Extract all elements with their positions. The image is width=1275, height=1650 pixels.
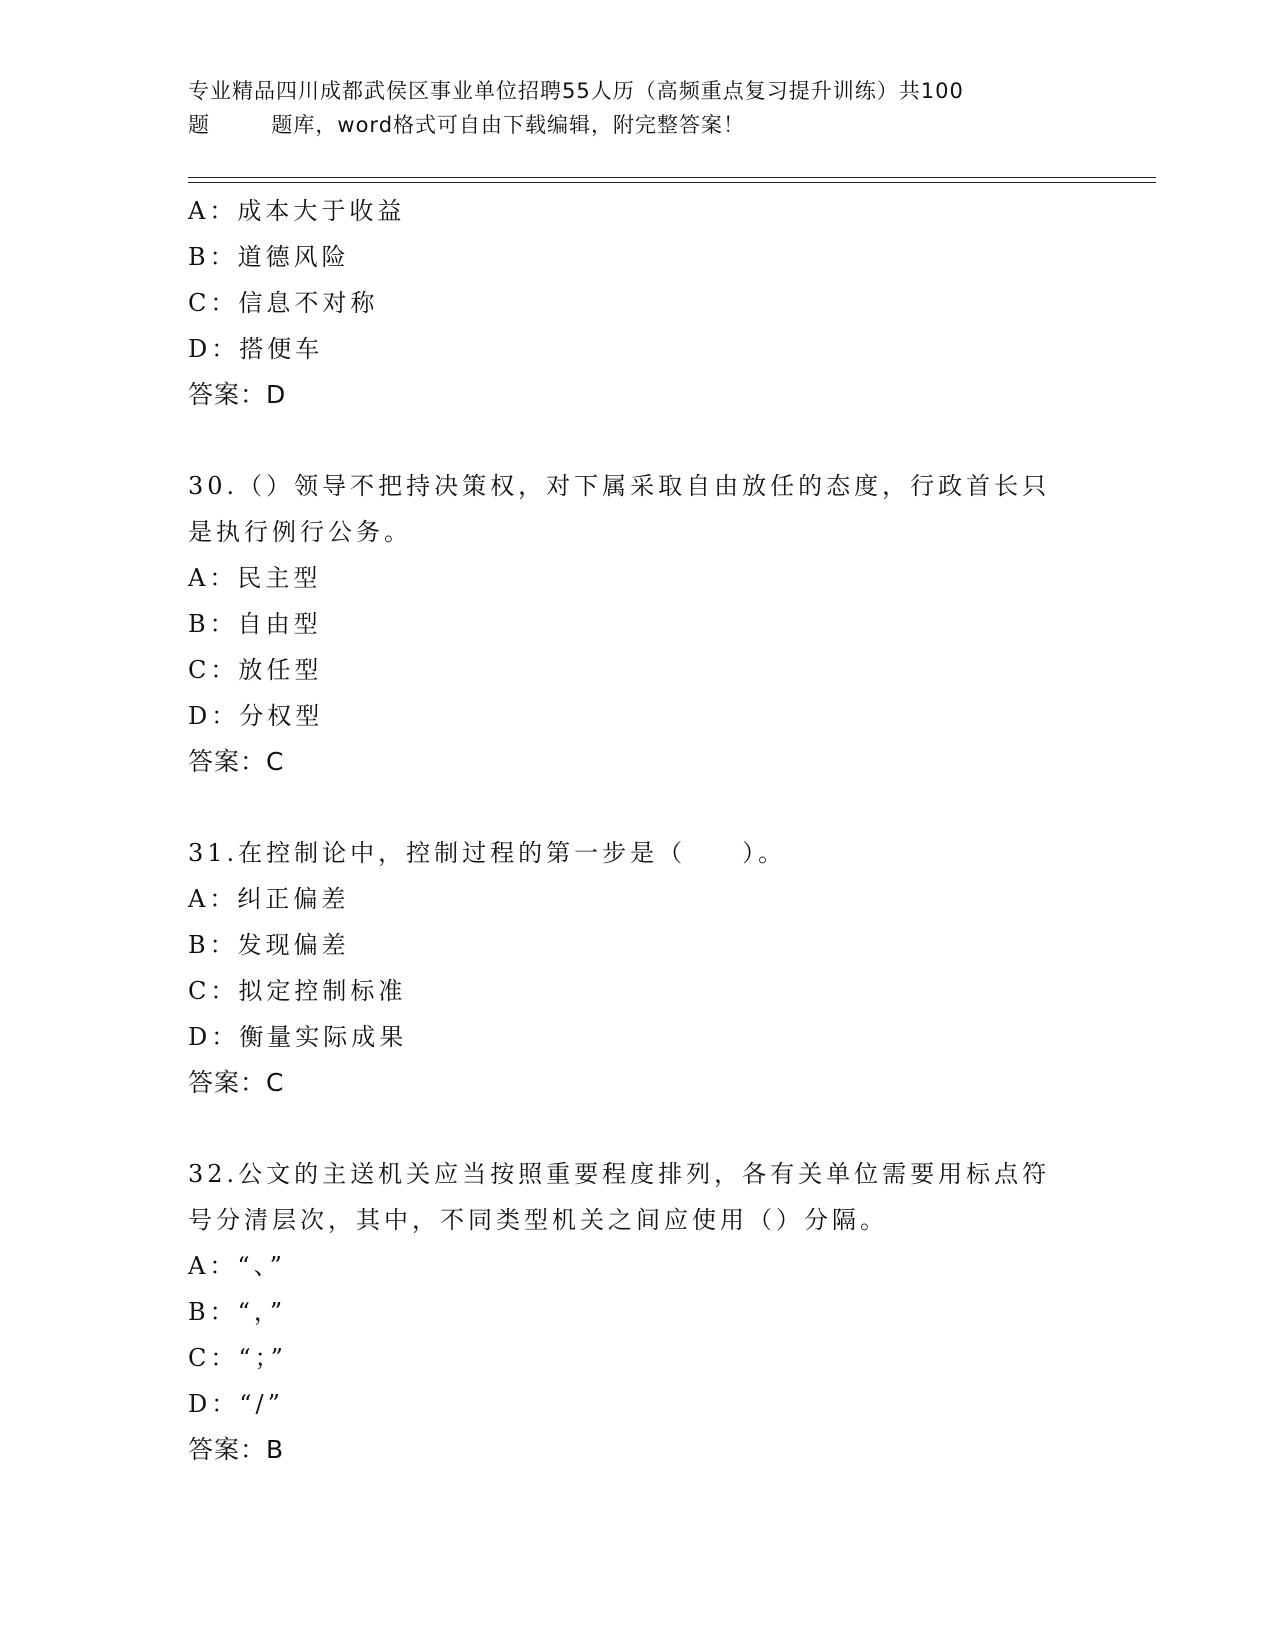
option-a: A：成本大于收益 (188, 197, 406, 225)
question-stem-line-2: 是执行例行公务。 (188, 518, 412, 546)
option-a: A：纠正偏差 (188, 885, 350, 913)
option-a: A：“、” (188, 1252, 286, 1280)
option-c: C：放任型 (188, 656, 323, 684)
answer-line: 答案：B (188, 1435, 285, 1464)
header-rule-top (188, 177, 1156, 178)
option-c: C：拟定控制标准 (188, 977, 407, 1005)
question-30 (188, 463, 1088, 785)
question-stem-line-1: 30.（）领导不把持决策权，对下属采取自由放任的态度，行政首长只 (188, 472, 1051, 500)
question-31 (188, 830, 1088, 1106)
option-a: A：民主型 (188, 564, 322, 592)
spacer (188, 785, 1088, 830)
option-c: C：“；” (188, 1344, 287, 1372)
option-d: D：衡量实际成果 (188, 1023, 408, 1051)
header-line-2: 题 题库，word格式可自由下载编辑，附完整答案！ (188, 113, 746, 137)
answer-line: 答案：C (188, 1068, 285, 1097)
option-b: B：发现偏差 (188, 931, 350, 959)
option-b: B：“，” (188, 1298, 287, 1326)
option-b: B：自由型 (188, 610, 322, 638)
option-c: C：信息不对称 (188, 289, 379, 317)
answer-line: 答案：D (188, 380, 287, 409)
option-b: B：道德风险 (188, 243, 350, 271)
document-header (188, 74, 1088, 142)
question-list (188, 188, 1088, 1473)
header-line-1: 专业精品四川成都武侯区事业单位招聘55人历（高频重点复习提升训练）共100 (188, 79, 964, 103)
question-32 (188, 1151, 1088, 1473)
spacer (188, 1106, 1088, 1151)
spacer (188, 418, 1088, 463)
header-rule-bottom (188, 182, 1156, 183)
option-d: D：分权型 (188, 702, 324, 730)
question-29 (188, 188, 1088, 418)
question-stem-line-1: 32.公文的主送机关应当按照重要程度排列，各有关单位需要用标点符 (188, 1160, 1051, 1188)
option-d: D：“/” (188, 1390, 284, 1418)
question-stem-line-2: 号分清层次，其中，不同类型机关之间应使用（）分隔。 (188, 1206, 888, 1234)
answer-line: 答案：C (188, 747, 285, 776)
question-stem-line-1: 31.在控制论中，控制过程的第一步是（ ）。 (188, 839, 787, 867)
option-d: D：搭便车 (188, 335, 324, 363)
